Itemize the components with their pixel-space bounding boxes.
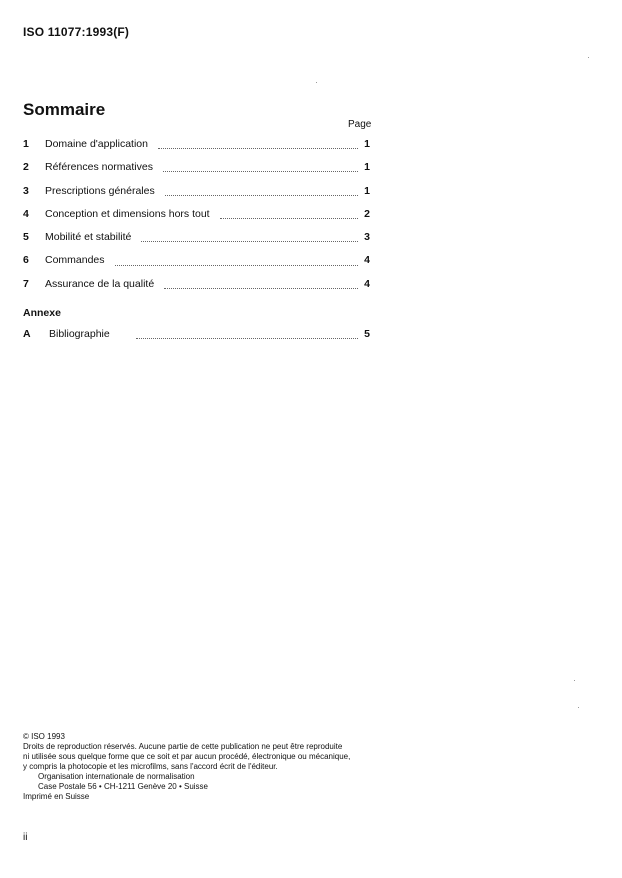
toc-entry-page: 1 (364, 138, 370, 150)
annex-list (23, 328, 370, 351)
dot-leader (220, 218, 358, 219)
annex-heading: Annexe (23, 307, 61, 319)
toc-entry[interactable] (23, 278, 370, 301)
toc-entry-label: Références normatives (45, 161, 153, 174)
rights-text-line: y compris la photocopie et les microfilms, sans l'accord écrit de l'éditeur. (23, 762, 278, 771)
dot-leader (164, 288, 358, 289)
page-number: ii (23, 832, 28, 843)
annex-entry-letter: A (23, 328, 31, 340)
toc-entry-page: 4 (364, 254, 370, 267)
toc-entry-number: 4 (23, 207, 29, 220)
dot-leader (136, 338, 358, 339)
toc-entry-page: 4 (364, 277, 370, 290)
scan-speck (578, 707, 579, 708)
table-of-contents (23, 138, 370, 301)
copyright-line: © ISO 1993 (23, 732, 65, 741)
toc-entry-page: 1 (364, 161, 370, 174)
annex-entry-page: 5 (364, 328, 370, 340)
scan-speck (316, 82, 317, 83)
scan-speck (588, 57, 589, 58)
toc-entry-number: 1 (23, 138, 29, 150)
toc-entry[interactable] (23, 161, 370, 184)
rights-text-line: ni utilisée sous quelque forme que ce soit et par aucun procédé, électronique ou mécanique, (23, 752, 351, 761)
toc-entry[interactable] (23, 254, 370, 277)
toc-entry-label: Conception et dimensions hors tout (45, 207, 210, 220)
toc-entry-label: Mobilité et stabilité (45, 231, 132, 244)
dot-leader (115, 265, 358, 266)
toc-entry-number: 2 (23, 161, 29, 174)
toc-entry-number: 5 (23, 231, 29, 244)
toc-entry-label: Commandes (45, 254, 105, 267)
toc-entry[interactable] (23, 138, 370, 161)
annex-entry-label: Bibliographie (49, 328, 110, 340)
dot-leader (165, 195, 358, 196)
annex-entry[interactable] (23, 328, 370, 351)
toc-entry-number: 6 (23, 254, 29, 267)
organisation-address: Case Postale 56 • CH-1211 Genève 20 • Suisse (38, 782, 208, 791)
toc-entry[interactable] (23, 185, 370, 208)
toc-entry-page: 3 (364, 231, 370, 244)
rights-text-line: Droits de reproduction réservés. Aucune partie de cette publication ne peut être reproduite (23, 742, 343, 751)
dot-leader (141, 241, 358, 242)
page-column-heading: Page (348, 119, 372, 130)
dot-leader (163, 171, 358, 172)
toc-entry-page: 1 (364, 184, 370, 197)
toc-entry[interactable] (23, 231, 370, 254)
dot-leader (158, 148, 358, 149)
toc-entry-label: Assurance de la qualité (45, 277, 155, 290)
organisation-name: Organisation internationale de normalisation (38, 772, 195, 781)
copyright-notice (23, 732, 375, 802)
toc-entry[interactable] (23, 208, 370, 231)
toc-entry-number: 3 (23, 184, 29, 197)
toc-title: Sommaire (23, 100, 106, 119)
toc-entry-page: 2 (364, 207, 370, 220)
toc-entry-label: Domaine d'application (45, 138, 148, 150)
standard-identifier: ISO 11077:1993(F) (23, 25, 130, 39)
scan-speck (574, 680, 575, 681)
toc-entry-label: Prescriptions générales (45, 184, 155, 197)
printed-in: Imprimé en Suisse (23, 792, 90, 801)
toc-entry-number: 7 (23, 277, 29, 290)
